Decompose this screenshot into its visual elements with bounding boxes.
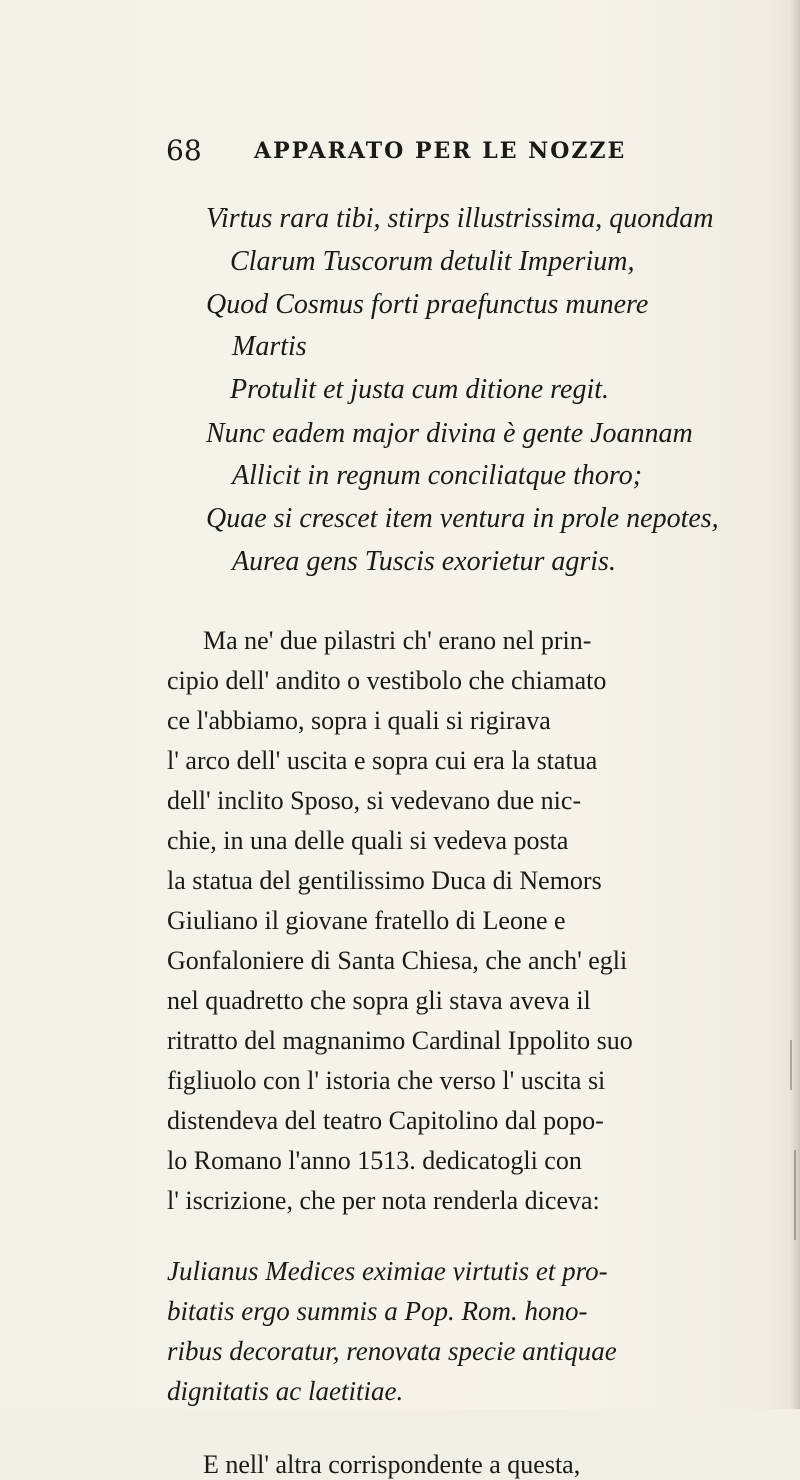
prose-line: lo Romano l'anno 1513. dedicatogli con: [167, 1146, 582, 1175]
verse-line: Aurea gens Tuscis exorietur agris.: [232, 546, 616, 577]
page-number: 68: [166, 134, 202, 167]
prose-line: distendeva del teatro Capitolino dal popo-: [167, 1106, 604, 1135]
inscription-line: ribus decoratur, renovata specie antiquae: [167, 1336, 617, 1366]
verse-line: Martis: [232, 331, 307, 362]
inscription-line: dignitatis ac laetitiae.: [167, 1376, 404, 1406]
inscription-line: Julianus Medices eximiae virtutis et pro-: [167, 1256, 608, 1286]
prose-line: ritratto del magnanimo Cardinal Ippolito suo: [167, 1026, 633, 1055]
margin-mark: [794, 1150, 796, 1240]
prose-line: Ma ne' due pilastri ch' erano nel prin-: [203, 626, 592, 655]
verse-line: Clarum Tuscorum detulit Imperium,: [230, 246, 635, 277]
verse-line: Allicit in regnum conciliatque thoro;: [232, 460, 643, 491]
verse-line: Quod Cosmus forti praefunctus munere: [206, 289, 649, 320]
prose-line: Gonfaloniere di Santa Chiesa, che anch' egli: [167, 946, 628, 975]
verse-line: Quae si crescet item ventura in prole nepotes,: [206, 503, 719, 534]
closing-line: E nell' altra corrispondente a questa,: [203, 1450, 581, 1479]
running-head: APPARATO PER LE NOZZE: [254, 138, 627, 164]
verse-line: Protulit et justa cum ditione regit.: [230, 374, 609, 405]
inscription-line: bitatis ergo summis a Pop. Rom. hono-: [167, 1296, 588, 1326]
prose-line: la statua del gentilissimo Duca di Nemors: [167, 866, 602, 895]
prose-line: l' arco dell' uscita e sopra cui era la statua: [167, 746, 598, 775]
verse-line: Virtus rara tibi, stirps illustrissima, quondam: [206, 203, 714, 234]
prose-line: chie, in una delle quali si vedeva posta: [167, 826, 569, 855]
prose-line: l' iscrizione, che per nota renderla diceva:: [167, 1186, 600, 1215]
page-header: [166, 134, 636, 174]
verse-line: Nunc eadem major divina è gente Joannam: [206, 418, 693, 449]
prose-line: dell' inclito Sposo, si vedevano due nic-: [167, 786, 582, 815]
prose-line: Giuliano il giovane fratello di Leone e: [167, 906, 566, 935]
margin-mark: [790, 1040, 792, 1090]
prose-line: figliuolo con l' istoria che verso l' uscita si: [167, 1066, 606, 1095]
prose-line: ce l'abbiamo, sopra i quali si rigirava: [167, 706, 551, 735]
prose-line: cipio dell' andito o vestibolo che chiamato: [167, 666, 607, 695]
prose-line: nel quadretto che sopra gli stava aveva il: [167, 986, 591, 1015]
